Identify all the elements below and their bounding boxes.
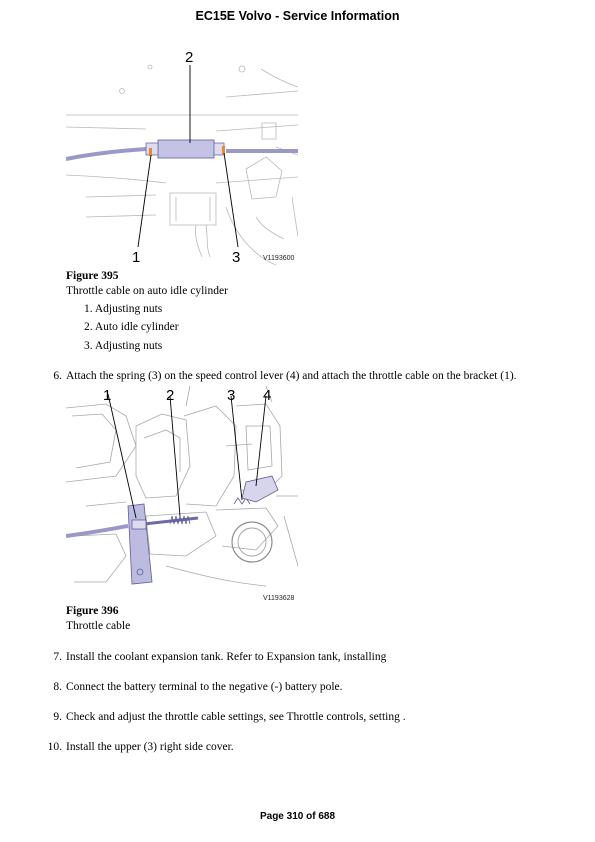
step-number: 6.	[53, 370, 62, 382]
figure-395-item-number: 2.	[84, 321, 93, 333]
figure-395-item	[84, 303, 162, 315]
figure-395-title: Figure 395	[66, 270, 119, 282]
step-6	[42, 370, 517, 382]
step-8	[42, 681, 343, 693]
figure-395-callout-3: 3	[232, 249, 241, 266]
figure-395-caption: Throttle cable on auto idle cylinder	[66, 285, 228, 297]
figure-395-item-text: Adjusting nuts	[94, 303, 163, 315]
figure-396-callout-4: 4	[263, 387, 272, 404]
step-text: Attach the spring (3) on the speed control lever (4) and attach the throttle cable on the bracket (1).	[66, 370, 517, 382]
figure-395-item-number: 3.	[84, 340, 93, 352]
figure-396-callout-1: 1	[103, 387, 112, 404]
figure-395-code: V1193600	[263, 255, 295, 262]
figure-395-callout-1: 1	[132, 249, 141, 266]
step-10	[42, 741, 234, 753]
figure-395-callout-2: 2	[185, 49, 194, 66]
figure-395-item-text: Auto idle cylinder	[94, 321, 179, 333]
step-number: 9.	[53, 711, 62, 723]
page-footer: Page 310 of 688	[259, 811, 336, 822]
page-header: EC15E Volvo - Service Information	[195, 9, 400, 23]
figure-395-illustration	[66, 47, 298, 267]
figure-396-caption: Throttle cable	[66, 620, 131, 632]
figure-395-item-text: Adjusting nuts	[94, 340, 163, 352]
step-text: Install the coolant expansion tank. Refer to Expansion tank, installing	[66, 651, 387, 663]
step-number: 10.	[47, 741, 62, 753]
figure-396-code: V1193628	[263, 595, 295, 602]
figure-396-callout-2: 2	[166, 387, 175, 404]
step-number: 8.	[53, 681, 62, 693]
figure-396-illustration	[66, 386, 298, 604]
step-text: Connect the battery terminal to the negative (-) battery pole.	[66, 681, 343, 693]
step-9	[42, 711, 406, 723]
figure-396-title: Figure 396	[66, 605, 119, 617]
figure-396-callout-3: 3	[227, 387, 236, 404]
step-number: 7.	[53, 651, 62, 663]
figure-395-item	[84, 321, 179, 333]
step-text: Check and adjust the throttle cable settings, see Throttle controls, setting .	[66, 711, 406, 723]
figure-395-item-number: 1.	[84, 303, 93, 315]
step-7	[42, 651, 386, 663]
figure-395-item	[84, 340, 162, 352]
step-text: Install the upper (3) right side cover.	[66, 741, 234, 753]
